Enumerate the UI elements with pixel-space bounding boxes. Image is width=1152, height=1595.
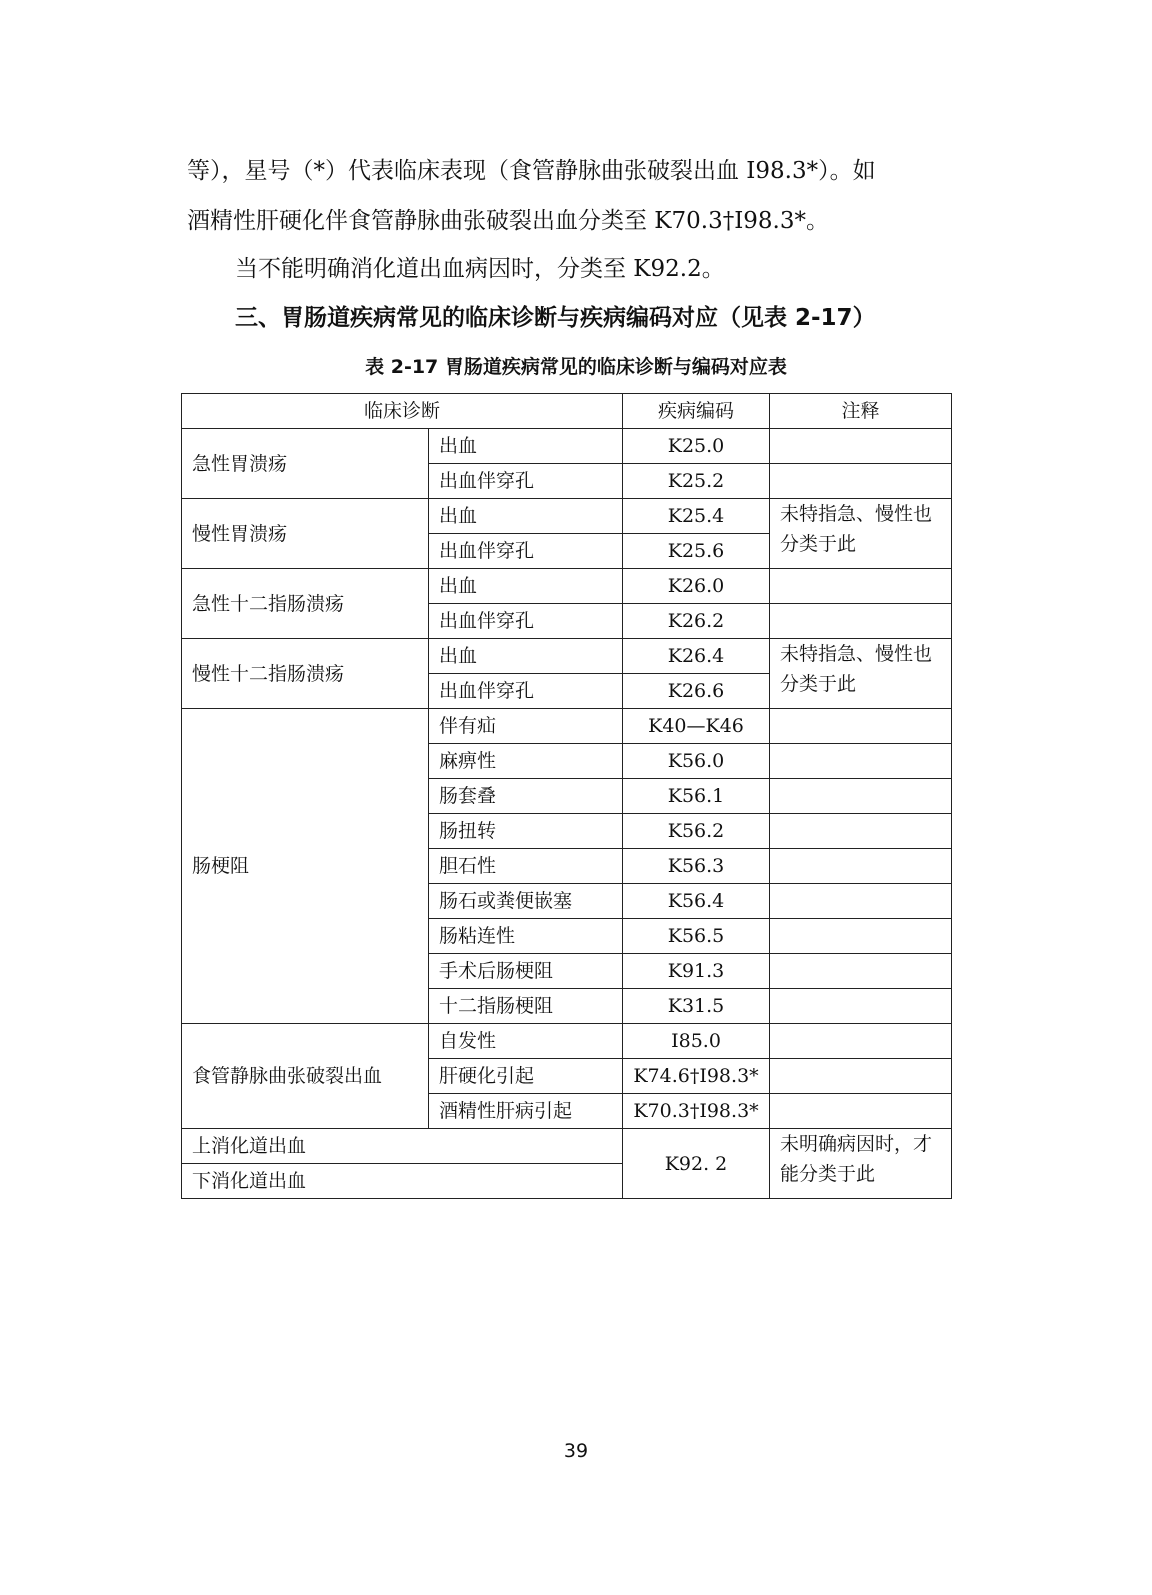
table-caption: 表 2-17 胃肠道疾病常见的临床诊断与编码对应表: [365, 356, 787, 378]
note-cell: [770, 1024, 952, 1059]
code-cell: K25.0: [623, 429, 770, 464]
sub-diagnosis-cell: 出血: [429, 499, 623, 534]
header-code: 疾病编码: [623, 394, 770, 429]
sub-diagnosis-cell: 肝硬化引起: [429, 1059, 623, 1094]
sub-diagnosis-cell: 手术后肠梗阻: [429, 954, 623, 989]
diagnosis-cell: 慢性胃溃疡: [182, 499, 429, 569]
table-row: [182, 709, 952, 744]
table-row: [182, 569, 952, 604]
diagnosis-cell: 急性十二指肠溃疡: [182, 569, 429, 639]
section-heading: 三、胃肠道疾病常见的临床诊断与疾病编码对应（见表 2-17）: [235, 305, 876, 331]
note-cell: [770, 1094, 952, 1129]
header-diagnosis: 临床诊断: [182, 394, 623, 429]
code-cell: K56.1: [623, 779, 770, 814]
table-header-row: [182, 394, 952, 429]
code-cell: K26.4: [623, 639, 770, 674]
sub-diagnosis-cell: 十二指肠梗阻: [429, 989, 623, 1024]
diagnosis-cell-lower-gi-bleeding: 下消化道出血: [182, 1164, 623, 1199]
body-paragraph-line-1: 等），星号（*）代表临床表现（食管静脉曲张破裂出血 I98.3*）。如: [187, 158, 876, 184]
body-paragraph-line-3: 当不能明确消化道出血病因时，分类至 K92.2。: [235, 256, 725, 282]
sub-diagnosis-cell: 出血: [429, 429, 623, 464]
diagnosis-cell: 急性胃溃疡: [182, 429, 429, 499]
note-cell: [770, 884, 952, 919]
sub-diagnosis-cell: 出血: [429, 569, 623, 604]
note-cell: [770, 779, 952, 814]
sub-diagnosis-cell: 出血: [429, 639, 623, 674]
code-cell: K26.0: [623, 569, 770, 604]
sub-diagnosis-cell: 肠粘连性: [429, 919, 623, 954]
note-cell: 未特指急、慢性也分类于此: [770, 639, 952, 709]
sub-diagnosis-cell: 出血伴穿孔: [429, 604, 623, 639]
table-row: [182, 429, 952, 464]
code-cell: K40—K46: [623, 709, 770, 744]
sub-diagnosis-cell: 出血伴穿孔: [429, 464, 623, 499]
note-cell: [770, 464, 952, 499]
note-cell: [770, 849, 952, 884]
code-cell: K25.6: [623, 534, 770, 569]
note-cell: 未明确病因时，才能分类于此: [770, 1129, 952, 1199]
table-row: [182, 639, 952, 674]
code-cell: K92. 2: [623, 1129, 770, 1199]
sub-diagnosis-cell: 自发性: [429, 1024, 623, 1059]
code-cell: K56.2: [623, 814, 770, 849]
note-cell: [770, 709, 952, 744]
sub-diagnosis-cell: 肠套叠: [429, 779, 623, 814]
note-cell: 未特指急、慢性也分类于此: [770, 499, 952, 569]
sub-diagnosis-cell: 出血伴穿孔: [429, 674, 623, 709]
code-cell: I85.0: [623, 1024, 770, 1059]
code-cell: K31.5: [623, 989, 770, 1024]
code-cell: K56.4: [623, 884, 770, 919]
diagnosis-cell-upper-gi-bleeding: 上消化道出血: [182, 1129, 623, 1164]
note-cell: [770, 919, 952, 954]
note-cell: [770, 744, 952, 779]
code-cell: K25.4: [623, 499, 770, 534]
sub-diagnosis-cell: 酒精性肝病引起: [429, 1094, 623, 1129]
note-cell: [770, 1059, 952, 1094]
code-cell: K91.3: [623, 954, 770, 989]
note-cell: [770, 814, 952, 849]
note-cell: [770, 954, 952, 989]
code-cell: K26.2: [623, 604, 770, 639]
diagnosis-cell: 食管静脉曲张破裂出血: [182, 1024, 429, 1129]
note-cell: [770, 429, 952, 464]
page-number: 39: [563, 1440, 589, 1462]
diagnosis-cell: 慢性十二指肠溃疡: [182, 639, 429, 709]
table-row: [182, 1024, 952, 1059]
note-cell: [770, 989, 952, 1024]
code-cell: K70.3†I98.3*: [623, 1094, 770, 1129]
code-cell: K74.6†I98.3*: [623, 1059, 770, 1094]
code-cell: K25.2: [623, 464, 770, 499]
table-body: [182, 429, 952, 1199]
sub-diagnosis-cell: 伴有疝: [429, 709, 623, 744]
diagnosis-cell: 肠梗阻: [182, 709, 429, 1024]
table-row: [182, 499, 952, 534]
header-note: 注释: [770, 394, 952, 429]
code-cell: K56.5: [623, 919, 770, 954]
sub-diagnosis-cell: 肠扭转: [429, 814, 623, 849]
sub-diagnosis-cell: 麻痹性: [429, 744, 623, 779]
code-cell: K26.6: [623, 674, 770, 709]
code-cell: K56.0: [623, 744, 770, 779]
sub-diagnosis-cell: 肠石或粪便嵌塞: [429, 884, 623, 919]
sub-diagnosis-cell: 出血伴穿孔: [429, 534, 623, 569]
diagnosis-code-table: [181, 393, 952, 1199]
table-row: [182, 1129, 952, 1164]
code-cell: K56.3: [623, 849, 770, 884]
body-paragraph-line-2: 酒精性肝硬化伴食管静脉曲张破裂出血分类至 K70.3†I98.3*。: [187, 208, 830, 234]
sub-diagnosis-cell: 胆石性: [429, 849, 623, 884]
note-cell: [770, 569, 952, 604]
note-cell: [770, 604, 952, 639]
